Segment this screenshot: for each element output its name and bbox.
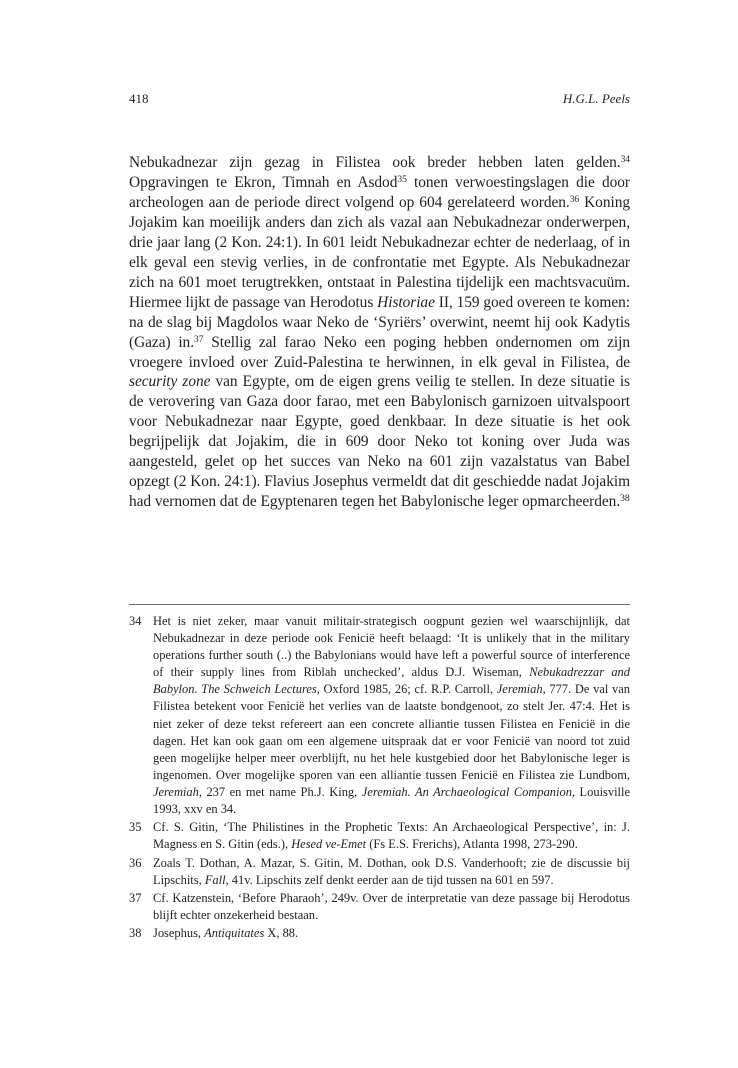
body-text-run: Opgravingen te Ekron, Timnah en Asdod xyxy=(129,173,398,191)
footnote-text: Oxford 1985, 26; cf. R.P. Carroll, xyxy=(319,682,497,697)
footnote-text: Cf. S. Gitin, ‘The Philistines in the Prophetic Texts: An Archaeological Perspective’, in: J. Magness en S. Gitin (eds.), xyxy=(153,820,630,852)
footnote-italic: Jeremiah, xyxy=(153,784,202,799)
page-number: 418 xyxy=(129,91,149,106)
footnote-37 xyxy=(129,890,630,924)
footnote-35 xyxy=(129,819,630,853)
footnote-38 xyxy=(129,925,630,942)
footnote-text: X, 88. xyxy=(264,926,299,941)
footnote-italic: Fall xyxy=(204,872,226,887)
footnote-number: 38 xyxy=(129,926,142,941)
footnote-ref-37[interactable]: 37 xyxy=(194,333,204,345)
footnote-text: (Fs E.S. Frerichs), Atlanta 1998, 273-290. xyxy=(366,837,578,852)
body-text-run: Koning Jojakim kan moeilijk anders dan zich als vazal aan Nebukadnezar onderwerpen, drie jaar lang (2 Kon. 24:1). In 601 leidt Nebukadnezar echter de nederlaag, of in elk geval een stevig verlies, in de confrontatie met Egypte. Als Nebukadnezar zich na 601 moet terugtrekken, ontstaat in Palestina tijdelijk een machtsvacuüm. Hiermee lijkt de passage van Herodotus xyxy=(129,193,630,311)
footnote-text: Cf. Katzenstein, ‘Before Pharaoh’, 249v. Over de interpretatie van deze passage bij Herodotus blijft echter onzekerheid bestaan. xyxy=(153,891,630,923)
body-text-run: Stellig zal farao Neko een poging hebben ondernomen om zijn vroegere invloed over Zuid-Palestina te herwinnen, in elk geval in Filistea, de xyxy=(129,333,631,371)
italic-title: Historiae xyxy=(377,293,435,311)
footnote-number: 37 xyxy=(129,891,142,906)
footnote-text: Zoals T. Dothan, A. Mazar, S. Gitin, M. Dothan, ook D.S. Vanderhooft; zie de discussie bij Lipschits, xyxy=(153,855,630,887)
footnote-divider xyxy=(129,604,630,605)
footnote-text: , 777. De val van Filistea betekent voor Fenicië het verlies van de laatste bondgenoot, zo stelt Jer. 47:4. Het is niet zeker of deze tekst refereert aan een concrete alliantie tussen Filistea en Fenicië in die dagen. Het kan ook gaan om een algemene uitspraak dat er voor Fenicië van noord tot zuid geen mogelijke helper meer overblijft, nu het hele kustgebied door het Babylonische leger is ingenomen. Over mogelijke sporen van een alliantie tussen Fenicië en Filistea zie Lundbom, xyxy=(153,682,630,782)
footnote-36 xyxy=(129,855,630,889)
body-text-run: II, 159 goed overeen te komen: na de slag bij Magdolos waar Neko de ‘Syriërs’ overwint, neemt hij ook Kadytis (Gaza) in. xyxy=(129,293,630,351)
footnote-number: 35 xyxy=(129,820,142,835)
footnote-italic: Jeremiah. An Archaeological Companion, xyxy=(361,784,576,799)
body-text-run: van Egypte, om de eigen grens veilig te stellen. In deze situatie is de verovering van Gaza door farao, met een Babylonisch garnizoen uitvalspoort voor Nebukadnezar naar Egypte, goed denkbaar. In deze situatie is het ook begrijpelijk dat Jojakim, die in 609 door Neko tot koning over Juda was aangesteld, gelet op het succes van Neko na 601 zijn vazalstatus van Babel opzegt (2 Kon. 24:1). Flavius Josephus vermeldt dat dit geschiedde nadat Jojakim had vernomen dat de Egyptenaren tegen het Babylonische leger opmarcheerden. xyxy=(129,373,630,511)
footnote-text: Het is niet zeker, maar vanuit militair-strategisch oogpunt gezien wel waarschijnlijk, dat Nebukadnezar in deze periode ook Fenicië heeft belaagd: ‘It is unlikely that in the military operations further south (..) the Babylonians would have left a powerful source of interference of their supply lines from Riblah unchecked’, aldus D.J. Wiseman, xyxy=(153,614,630,680)
footnote-ref-34[interactable]: 34 xyxy=(620,153,630,165)
footnote-italic: Jeremiah xyxy=(496,682,543,697)
running-header xyxy=(129,91,630,111)
body-text-run: Nebukadnezar zijn gezag in Filistea ook breder hebben laten gelden. xyxy=(129,154,621,171)
footnote-34 xyxy=(129,613,630,818)
running-head-author: H.G.L. Peels xyxy=(562,91,630,106)
footnote-number: 36 xyxy=(129,855,142,870)
italic-term: security zone xyxy=(129,373,211,391)
footnote-text: Louisville 1993, xxv en 34. xyxy=(153,784,630,817)
body-paragraph xyxy=(129,153,630,512)
footnote-text: 237 en met name Ph.J. King, xyxy=(201,784,362,799)
body-text-run: tonen verwoestingslagen die door archeologen aan de periode direct volgend op 604 gerelateerd worden. xyxy=(129,173,630,211)
footnote-ref-36[interactable]: 36 xyxy=(569,193,580,205)
footnote-number: 34 xyxy=(129,614,142,628)
footnote-ref-35[interactable]: 35 xyxy=(397,173,407,185)
footnote-italic: Hesed ve-Emet xyxy=(291,837,367,852)
footnote-text: Josephus, xyxy=(153,926,205,941)
footnote-ref-38[interactable]: 38 xyxy=(620,492,630,504)
footnote-italic: Nebukadrezzar and Babylon. The Schweich Lectures, xyxy=(153,665,630,697)
footnotes xyxy=(129,613,630,944)
footnote-text: , 41v. Lipschits zelf denkt eerder aan de tijd tussen na 601 en 597. xyxy=(225,872,554,887)
footnote-italic: Antiquitates xyxy=(204,926,265,941)
